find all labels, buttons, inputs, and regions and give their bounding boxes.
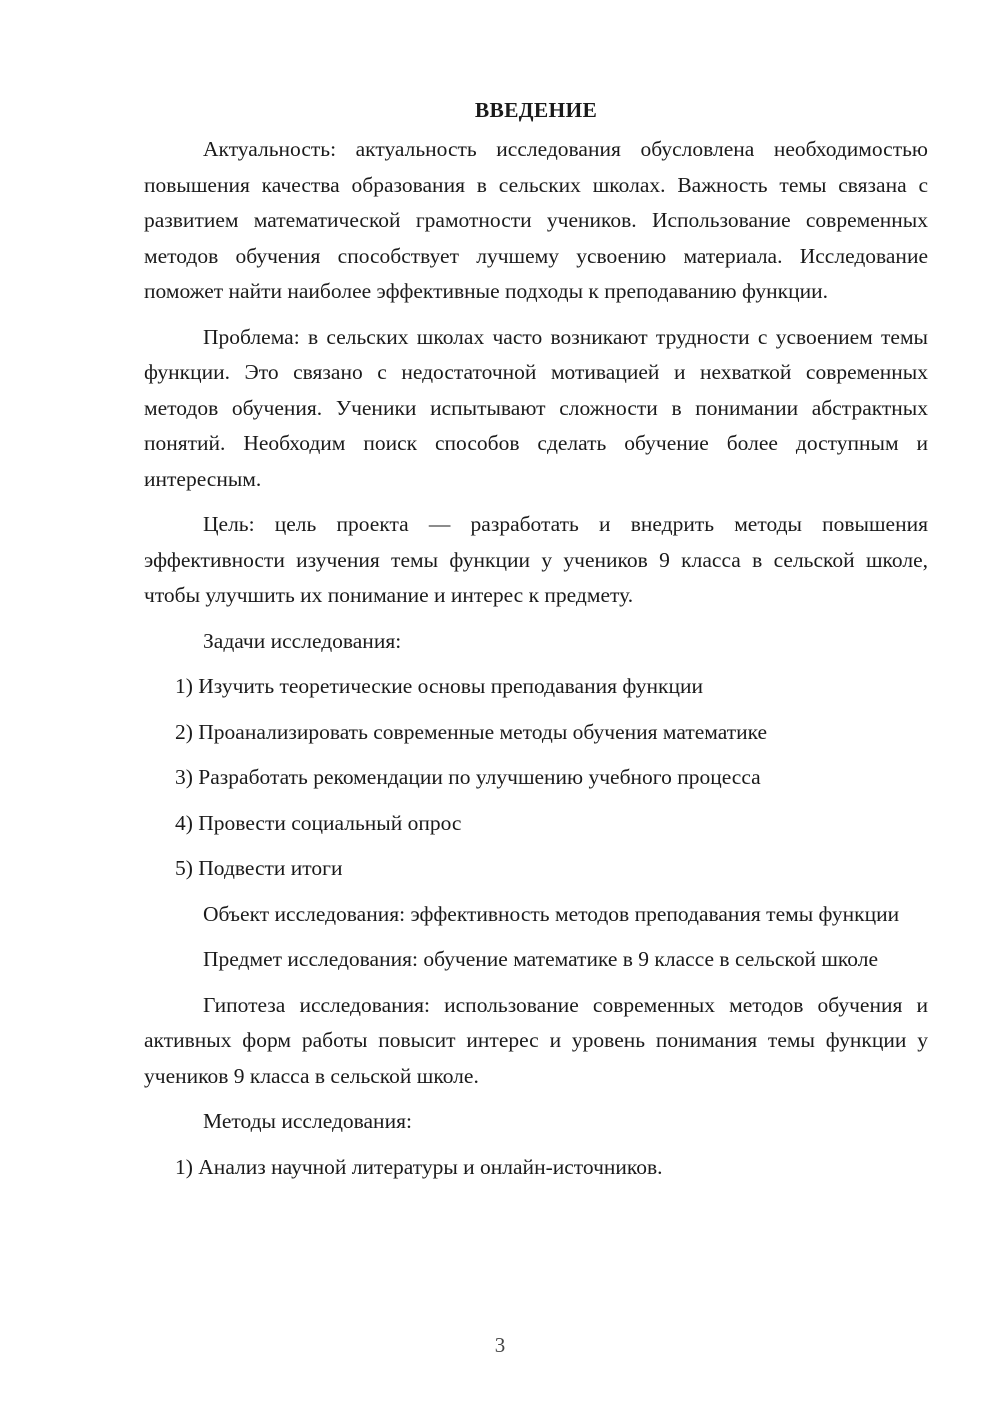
- list-item: 1) Изучить теоретические основы преподавания функции: [175, 674, 703, 698]
- subject-paragraph: Предмет исследования: обучение математике в 9 классе в сельской школе: [203, 947, 879, 971]
- methods-list: [144, 1150, 928, 1186]
- page-number: 3: [494, 1333, 506, 1357]
- tasks-list: [144, 669, 928, 887]
- list-item: 5) Подвести итоги: [175, 856, 343, 880]
- hypothesis-paragraph: Гипотеза исследования: использование современных методов обучения и активных форм работы повысит интерес и уровень понимания темы функции у учеников 9 класса в сельской школе.: [144, 992, 928, 1088]
- methods-heading: Методы исследования:: [203, 1109, 412, 1133]
- relevance-paragraph: Актуальность: актуальность исследования обусловлена необходимостью повышения качества образования в сельских школах. Важность темы связана с развитием математической грамотности учеников. Использование современных методов обучения способствует лучшему усвоению материала. Исследование поможет найти наиболее эффективные подходы к преподаванию функции.: [144, 137, 928, 303]
- goal-paragraph: Цель: цель проекта — разработать и внедрить методы повышения эффективности изучения темы функции у учеников 9 класса в сельской школе, чтобы улучшить их понимание и интерес к предмету.: [144, 512, 928, 607]
- document-page: [144, 92, 928, 1195]
- section-title: ВВЕДЕНИЕ: [474, 98, 598, 122]
- object-paragraph: Объект исследования: эффективность методов преподавания темы функции: [203, 901, 900, 926]
- problem-paragraph: Проблема: в сельских школах часто возникают трудности с усвоением темы функции. Это связано с недостаточной мотивацией и нехваткой современных методов обучения. Ученики испытывают сложности в понимании абстрактных понятий. Необходим поиск способов сделать обучение более доступным и интересным.: [144, 324, 928, 491]
- list-item: 2) Проанализировать современные методы обучения математике: [175, 719, 768, 744]
- list-item: 3) Разработать рекомендации по улучшению учебного процесса: [175, 765, 761, 789]
- tasks-heading: Задачи исследования:: [203, 628, 402, 653]
- list-item: 4) Провести социальный опрос: [175, 810, 462, 835]
- list-item: 1) Анализ научной литературы и онлайн-источников.: [175, 1154, 663, 1179]
